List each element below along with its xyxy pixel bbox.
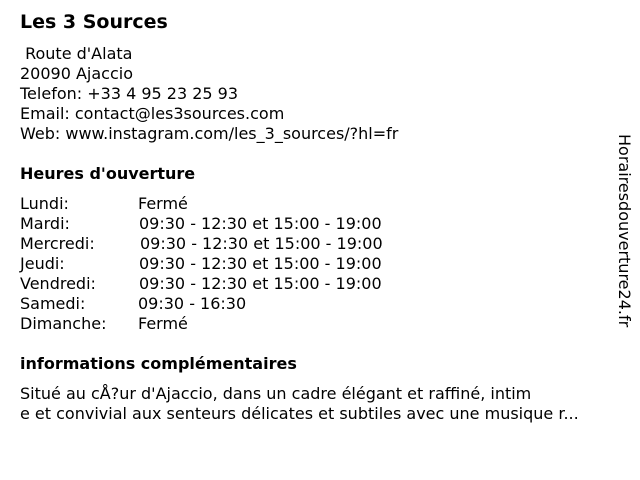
day-label: Vendredi: [20,274,96,293]
hours-row-monday [20,194,440,214]
day-label: Lundi: [20,194,69,213]
info-line-2: e et convivial aux senteurs délicates et subtiles avec une musique r... [20,404,579,423]
website-url: Web: www.instagram.com/les_3_sources/?hl=fr [20,124,399,143]
day-label: Jeudi: [20,254,65,273]
day-hours: 09:30 - 12:30 et 15:00 - 19:00 [139,214,382,233]
day-label: Mardi: [20,214,70,233]
email-address: Email: contact@les3sources.com [20,104,285,123]
day-hours: 09:30 - 16:30 [138,294,247,313]
hours-row-tuesday [20,214,440,234]
hours-row-friday [20,274,440,294]
hours-row-thursday [20,254,440,274]
additional-info-heading: informations complémentaires [20,354,297,373]
opening-hours-heading: Heures d'ouverture [20,164,196,183]
day-hours: 09:30 - 12:30 et 15:00 - 19:00 [139,274,382,293]
day-label: Samedi: [20,294,86,313]
address-street: Route d'Alata [20,44,133,63]
info-line-1: Situé au cÅ?ur d'Ajaccio, dans un cadre élégant et raffiné, intim [20,384,532,403]
day-label: Mercredi: [20,234,95,253]
business-name: Les 3 Sources [20,11,168,33]
additional-info-text [20,384,579,424]
address-city: 20090 Ajaccio [20,64,134,83]
opening-hours-table [20,194,440,334]
site-watermark: Horairesdouverture24.fr [615,134,634,328]
hours-row-wednesday [20,234,440,254]
phone-number: Telefon: +33 4 95 23 25 93 [20,84,239,103]
day-label: Dimanche: [20,314,107,333]
hours-row-sunday [20,314,440,334]
contact-block [20,44,398,144]
hours-row-saturday [20,294,440,314]
day-hours: 09:30 - 12:30 et 15:00 - 19:00 [140,234,383,253]
day-hours: Fermé [138,314,188,333]
day-hours: Fermé [138,194,188,213]
day-hours: 09:30 - 12:30 et 15:00 - 19:00 [139,254,382,273]
